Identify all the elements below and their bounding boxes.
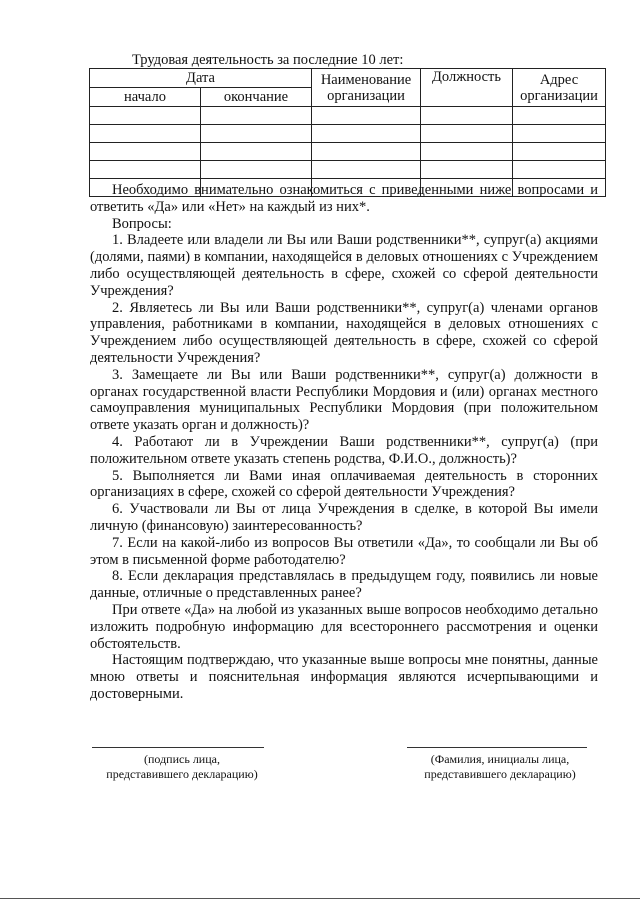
- end-header: окончание: [201, 88, 312, 107]
- questions-heading: Вопросы:: [112, 215, 172, 232]
- table-cell[interactable]: [312, 161, 421, 179]
- instruction-paragraph: Необходимо внимательно ознакомиться с приведенными ниже вопросами и ответить «Да» или «Нет» на каждый из них*.: [90, 182, 598, 215]
- question-6: 6. Участвовали ли Вы от лица Учреждения в сделке, в которой Вы имели личную (финансовую) заинтересованность?: [90, 501, 598, 534]
- yes-answer-note: При ответе «Да» на любой из указанных выше вопросов необходимо детально изложить подробную информацию для всестороннего рассмотрения и оценки обстоятельств.: [90, 601, 598, 652]
- org-address-header: Адрес организации: [513, 69, 606, 107]
- signature-caption-line2: представившего декларацию): [106, 767, 258, 781]
- date-header: Дата: [90, 69, 312, 88]
- table-cell[interactable]: [90, 107, 201, 125]
- table-row: [90, 125, 606, 143]
- table-cell[interactable]: [421, 107, 513, 125]
- table-cell[interactable]: [312, 143, 421, 161]
- question-5: 5. Выполняется ли Вами иная оплачиваемая деятельность в сторонних организациях в сфере, схожей со сферой деятельности Учреждения?: [90, 467, 598, 501]
- name-caption-line1: (Фамилия, инициалы лица,: [430, 752, 570, 766]
- page-bottom-rule: [0, 898, 640, 899]
- signature-caption-line1: (подпись лица,: [144, 752, 220, 766]
- table-cell[interactable]: [312, 107, 421, 125]
- table-cell[interactable]: [513, 143, 606, 161]
- position-header: Должность: [421, 69, 513, 107]
- signature-line[interactable]: [92, 747, 264, 748]
- table-cell[interactable]: [513, 161, 606, 179]
- table-cell[interactable]: [90, 143, 201, 161]
- name-initials-caption: [400, 752, 600, 782]
- table-cell[interactable]: [201, 107, 312, 125]
- table-cell[interactable]: [513, 107, 606, 125]
- table-cell[interactable]: [201, 125, 312, 143]
- work-history-table: [89, 68, 606, 197]
- table-cell[interactable]: [201, 161, 312, 179]
- question-1: 1. Владеете или владели ли Вы или Ваши родственники**, супруг(а) акциями (долями, паями) в компании, находящейся в деловых отношениях с Учреждением либо осуществляющей деятельность в сфере, схожей со сферой деятельности Учреждения?: [90, 232, 598, 299]
- question-8: 8. Если декларация представлялась в предыдущем году, появились ли новые данные, отличные о представленных ранее?: [90, 568, 598, 602]
- table-header-row: [90, 69, 606, 88]
- start-header: начало: [90, 88, 201, 107]
- confirmation-paragraph: Настоящим подтверждаю, что указанные выше вопросы мне понятны, данные мною ответы и пояснительная информация являются исчерпывающими и достоверными.: [90, 652, 598, 702]
- table-cell[interactable]: [90, 161, 201, 179]
- question-3: 3. Замещаете ли Вы или Ваши родственники**, супруг(а) должности в органах государственной власти Республики Мордовия и (или) органах местного самоуправления муниципальных Республики Мордовия (при положительном ответе указать орган и должность)?: [90, 366, 598, 434]
- signature-caption: [82, 752, 282, 782]
- table-row: [90, 161, 606, 179]
- work-history-title: Трудовая деятельность за последние 10 лет:: [132, 52, 404, 68]
- question-7: 7. Если на какой-либо из вопросов Вы ответили «Да», то сообщали ли Вы об этом в письменной форме работодателю?: [90, 534, 598, 568]
- table-cell[interactable]: [421, 143, 513, 161]
- table-cell[interactable]: [90, 125, 201, 143]
- table-row: [90, 107, 606, 125]
- question-2: 2. Являетесь ли Вы или Ваши родственники**, супруг(а) членами органов управления, работниками в компании, находящейся в деловых отношениях с Учреждением либо осуществляющей деятельность в сфере, схожей со сферой деятельности Учреждения?: [90, 299, 598, 366]
- table-cell[interactable]: [312, 125, 421, 143]
- name-caption-line2: представившего декларацию): [424, 767, 576, 781]
- table-cell[interactable]: [421, 125, 513, 143]
- org-name-header: Наименование организации: [312, 69, 421, 107]
- table-cell[interactable]: [513, 125, 606, 143]
- question-4: 4. Работают ли в Учреждении Ваши родственники**, супруг(а) (при положительном ответе указать степень родства, Ф.И.О., должность)?: [90, 433, 598, 467]
- table-row: [90, 143, 606, 161]
- declaration-body: [90, 182, 598, 703]
- table-cell[interactable]: [201, 143, 312, 161]
- table-cell[interactable]: [421, 161, 513, 179]
- name-initials-line[interactable]: [407, 747, 587, 748]
